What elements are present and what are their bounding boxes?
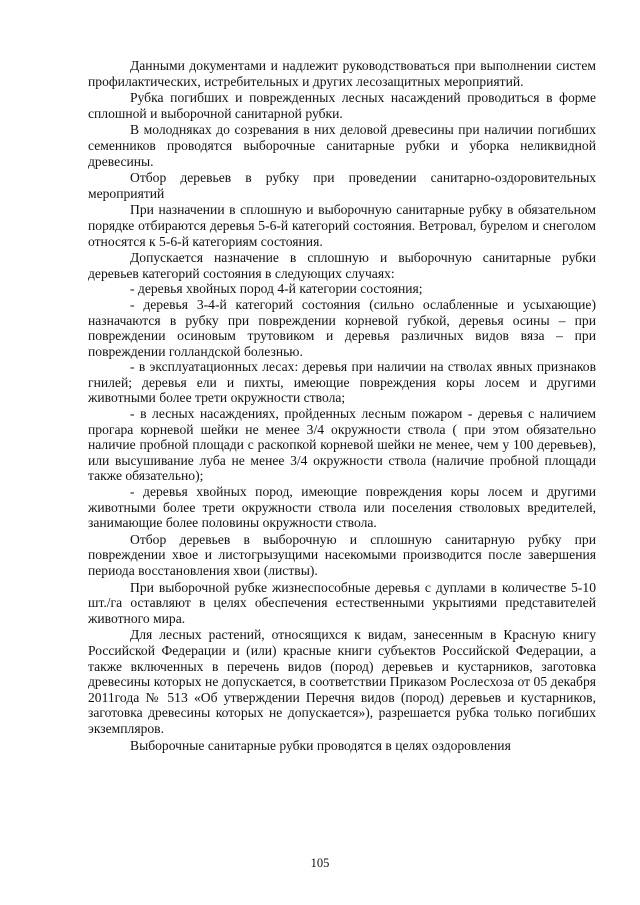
list-item-fire-damaged: - в лесных насаждениях, пройденных лесным пожаром - деревья с наличием прогара корневой шейки не менее 3/4 окружности ствола ( при этом обязательно наличие пробной площади с раскопкой корневой шейки не менее, чем у 100 деревьев), или высушивание луба не менее 3/4 окружности ствола (наличие пробной площади также обязательно); [88,406,596,484]
section-heading-tree-selection: Отбор деревьев в рубку при проведении санитарно-оздоровительных мероприятий [88,170,596,201]
list-item-operational-forests: - в эксплуатационных лесах: деревья при наличии на стволах явных признаков гнилей; деревья ели и пихты, имеющие повреждения коры лосем и другими животными более трети окружности ствола; [88,359,596,406]
paragraph-selective-felling: Выборочные санитарные рубки проводятся в целях оздоровления [130,737,511,753]
paragraph-defoliator-damage: Отбор деревьев в выборочную и сплошную санитарную рубку при повреждении хвое и листогрызущими насекомыми производится после завершения периода восстановления хвои (листвы). [88,531,596,578]
list-item-root-sponge: - деревья 3-4-й категорий состояния (сильно ослабленные и усыхающие) назначаются в рубку при повреждении корневой губкой, деревья осины – при повреждении осиновым трутовиком и деревья различных видов вяза – при повреждении голландской болезнью. [88,296,596,359]
list-item-bark-damage: - деревья хвойных пород, имеющие повреждения коры лосем и другими животными более трети окружности ствола или поселения стволовых вредителей, занимающие более половины окружности ствола. [88,484,596,531]
page-number: 105 [310,856,330,870]
list-item-conifers-category-4: - деревья хвойных пород 4-й категории состояния; [130,281,423,297]
paragraph-red-book: Для лесных растений, относящихся к видам, занесенным в Красную книгу Российской Федерации и (или) красные книги субъектов Российской Федерации, а также включенных в перечень видов (пород) деревьев и кустарников, заготовка древесины которых не допускается, в соответствии Приказом Рослесхоза от 05 декабря 2011года № 513 «Об утверждении Перечня видов (пород) деревьев и кустарников, заготовка древесины которых не допускается»), разрешается рубка только погибших экземпляров. [88,627,596,736]
paragraph-allowed-cases: Допускается назначение в сплошную и выборочную санитарные рубки деревьев категорий состояния в следующих случаях: [88,250,596,281]
paragraph-felling-forms: Рубка погибших и поврежденных лесных насаждений проводиться в форме сплошной и выборочной санитарной рубки. [88,90,596,121]
paragraph-guidance: Данными документами и надлежит руководствоваться при выполнении систем профилактических, истребительных и других лесозащитных мероприятий. [88,58,596,89]
paragraph-young-stands: В молодняках до созревания в них деловой древесины при наличии погибших семенников проводятся выборочные санитарные рубки и уборка неликвидной древесины. [88,122,596,169]
paragraph-mandatory-selection: При назначении в сплошную и выборочную санитарные рубку в обязательном порядке отбираются деревья 5-6-й категорий состояния. Ветровал, бурелом и снеголом относятся к 5-6-й категориям состояния. [88,202,596,249]
paragraph-hollow-trees: При выборочной рубке жизнеспособные деревья с дуплами в количестве 5-10 шт./га оставляют в целях обеспечения естественными укрытиями представителей животного мира. [88,579,596,626]
